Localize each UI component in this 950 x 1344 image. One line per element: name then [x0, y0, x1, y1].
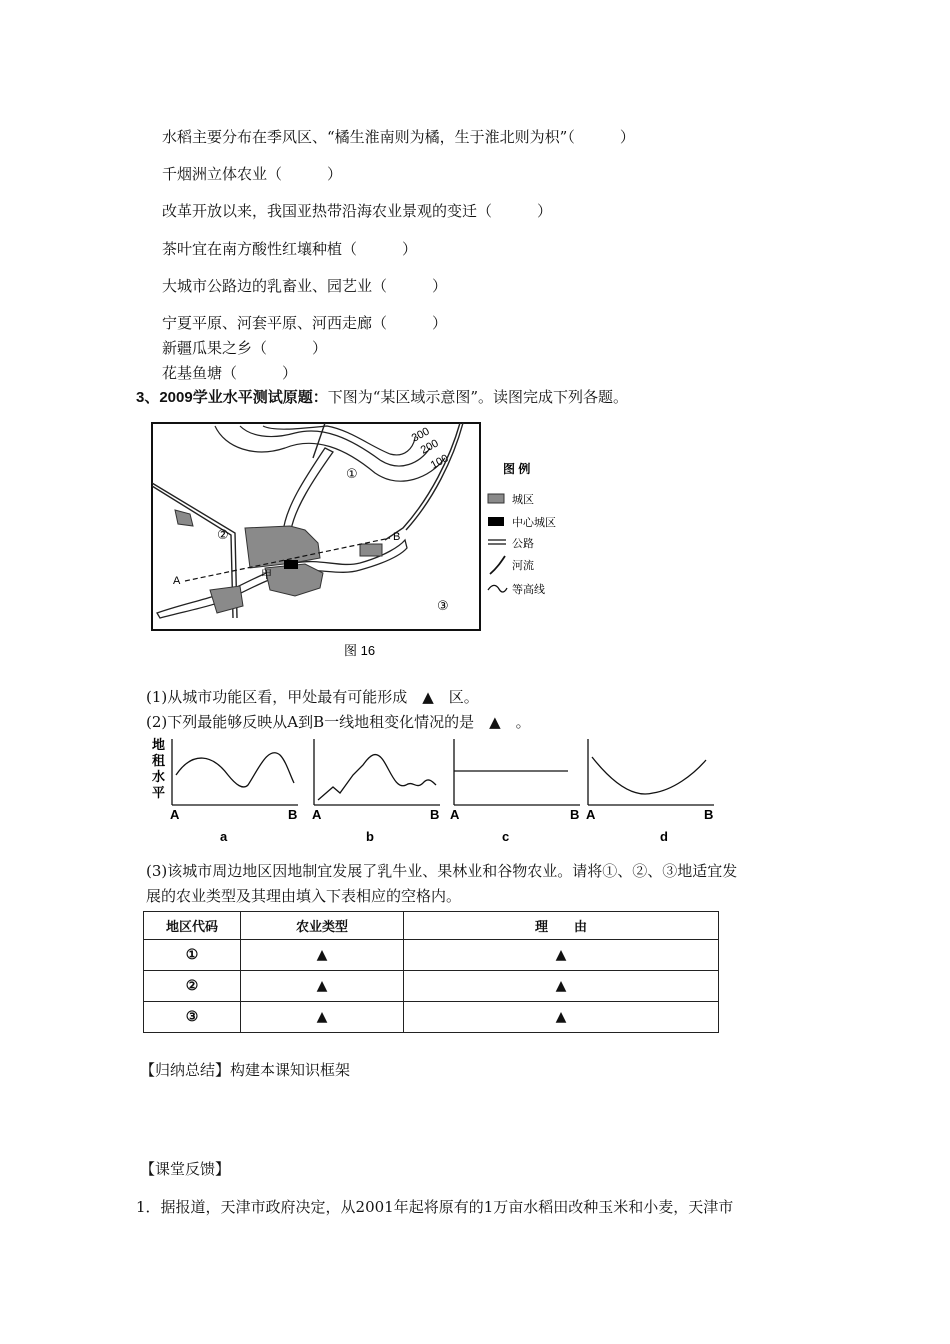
- legend-center-swatch: [488, 517, 504, 526]
- region-map-figure: [145, 418, 565, 663]
- chart-b: [312, 739, 440, 844]
- chart-b-start-label: A: [312, 807, 322, 822]
- chart-b-curve: [318, 755, 436, 800]
- table-header-type: 农业类型: [241, 912, 404, 940]
- city-area-east: [360, 544, 382, 556]
- contour-label-200: 200: [418, 437, 441, 457]
- chart-d-end-label: B: [704, 807, 714, 822]
- point-jia-label: 甲: [261, 569, 272, 581]
- question-3-heading: [136, 386, 628, 407]
- option-line-8: 花基鱼塘（ ）: [162, 364, 298, 382]
- chart-c-label: c: [502, 829, 510, 844]
- table-row: [144, 940, 719, 971]
- chart-a-end-label: B: [288, 807, 298, 822]
- subquestion-3-line-1: (3)该城市周边地区因地制宜发展了乳牛业、果林业和谷物农业。请将①、②、③地适宜发: [146, 862, 738, 880]
- ylabel-char-1: 地: [152, 737, 166, 752]
- ylabel-char-3: 水: [152, 769, 166, 784]
- table-header-region: 地区代码: [144, 912, 241, 940]
- legend-city-label: 城区: [512, 494, 534, 506]
- map-caption: 图 16: [344, 643, 376, 658]
- contour-label-100: 100: [428, 452, 451, 472]
- option-line-2: 千烟洲立体农业（ ）: [162, 165, 343, 183]
- chart-d-start-label: A: [586, 807, 596, 822]
- summary-heading: 【归纳总结】构建本课知识框架: [140, 1061, 351, 1079]
- rent-curve-charts: [148, 735, 728, 847]
- chart-c: [450, 739, 580, 844]
- chart-a-curve: [176, 753, 294, 787]
- table-cell-reason: ▲: [404, 940, 719, 971]
- table-cell-region: ②: [144, 971, 241, 1002]
- chart-b-label: b: [366, 829, 374, 844]
- table-cell-reason: ▲: [404, 1002, 719, 1033]
- central-city-area: [284, 560, 298, 569]
- chart-a-start-label: A: [170, 807, 180, 822]
- legend-road-label: 公路: [512, 538, 534, 550]
- agriculture-table: [143, 911, 719, 1033]
- region-2-label: ②: [217, 527, 229, 542]
- subquestion-2: (2)下列最能够反映从A到B一线地租变化情况的是 ▲ 。: [146, 713, 531, 731]
- table-cell-reason: ▲: [404, 971, 719, 1002]
- chart-d-label: d: [660, 829, 668, 844]
- table-cell-region: ③: [144, 1002, 241, 1033]
- table-cell-region: ①: [144, 940, 241, 971]
- legend-title: 图 例: [503, 462, 531, 476]
- chart-b-end-label: B: [430, 807, 440, 822]
- option-line-4: 茶叶宜在南方酸性红壤种植（ ）: [162, 240, 418, 258]
- feedback-heading: 【课堂反馈】: [140, 1160, 231, 1178]
- map-frame: [152, 423, 480, 630]
- option-line-6: 宁夏平原、河套平原、河西走廊（ ）: [162, 314, 448, 332]
- legend-river-label: 河流: [512, 560, 534, 572]
- feedback-question-1: 1．据报道，天津市政府决定，从2001年起将原有的1万亩水稻田改种玉米和小麦，天津市: [136, 1198, 734, 1216]
- region-1-label: ①: [346, 466, 358, 481]
- legend-contour-label: 等高线: [512, 584, 545, 596]
- chart-d: [586, 739, 714, 844]
- table-row: [144, 971, 719, 1002]
- region-3-label: ③: [437, 598, 449, 613]
- table-header-row: [144, 912, 719, 940]
- question-3-label: 3、2009学业水平测试原题：: [136, 389, 328, 406]
- legend-river-swatch: [490, 556, 505, 574]
- subquestion-1: (1)从城市功能区看，甲处最有可能形成 ▲ 区。: [146, 688, 479, 706]
- legend-road-swatch: [488, 540, 506, 544]
- option-line-1: 水稻主要分布在季风区、“橘生淮南则为橘，生于淮北则为枳”（ ）: [162, 128, 635, 146]
- ylabel-char-4: 平: [152, 785, 166, 800]
- question-3-intro: 下图为“某区域示意图”。读图完成下列各题。: [327, 388, 629, 406]
- table-cell-type: ▲: [241, 940, 404, 971]
- subquestion-3-line-2: 展的农业类型及其理由填入下表相应的空格内。: [146, 887, 462, 905]
- chart-d-curve: [592, 757, 706, 794]
- option-line-5: 大城市公路边的乳畜业、园艺业（ ）: [162, 277, 448, 295]
- legend-center-label: 中心城区: [512, 517, 556, 529]
- contour-label-300: 300: [409, 425, 432, 445]
- point-a-label: A: [173, 575, 181, 587]
- option-line-3: 改革开放以来，我国亚热带沿海农业景观的变迁（ ）: [162, 202, 553, 220]
- ylabel-char-2: 租: [152, 753, 166, 768]
- table-cell-type: ▲: [241, 971, 404, 1002]
- option-line-7: 新疆瓜果之乡（ ）: [162, 339, 328, 357]
- chart-a-label: a: [220, 829, 228, 844]
- legend-city-swatch: [488, 494, 504, 503]
- chart-a: [170, 739, 298, 844]
- table-row: [144, 1002, 719, 1033]
- legend-contour-swatch: [488, 585, 507, 592]
- chart-c-end-label: B: [570, 807, 580, 822]
- table-header-reason: 理 由: [404, 912, 719, 940]
- point-b-label: B: [393, 531, 401, 543]
- table-cell-type: ▲: [241, 1002, 404, 1033]
- chart-c-start-label: A: [450, 807, 460, 822]
